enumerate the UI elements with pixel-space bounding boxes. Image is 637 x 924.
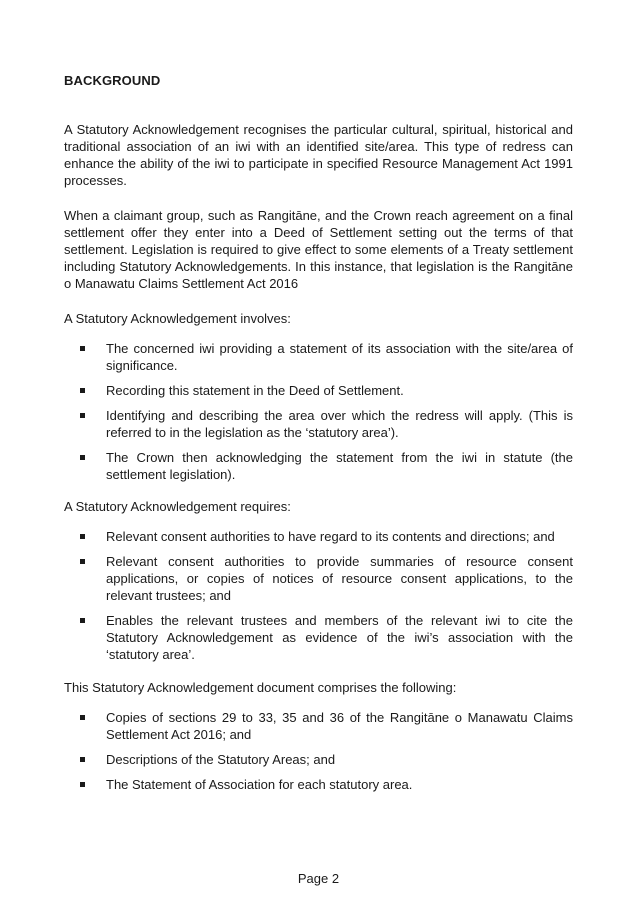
list-item-text: Relevant consent authorities to provide summaries of resource consent applications, or copies of notices of resource consent applications, to the relevant trustees; and <box>106 554 573 603</box>
list-item-text: The concerned iwi providing a statement of its association with the site/area of significance. <box>106 341 573 373</box>
list-item-text: The Crown then acknowledging the statement from the iwi in statute (the settlement legislation). <box>106 450 573 482</box>
list-item-text: Copies of sections 29 to 33, 35 and 36 of the Rangitāne o Manawatu Claims Settlement Act 2016; and <box>106 710 573 742</box>
list-item <box>64 751 573 768</box>
requires-list <box>64 528 573 663</box>
comprises-list <box>64 709 573 793</box>
intro-paragraph: A Statutory Acknowledgement recognises the particular cultural, spiritual, historical and traditional association of an iwi with an identified site/area. This type of redress can enhance the ability of the iwi to participate in specified Resource Management Act 1991 processes. <box>64 122 573 188</box>
list-item <box>64 528 573 545</box>
comprises-intro: This Statutory Acknowledgement document comprises the following: <box>64 680 457 695</box>
bullet-icon <box>80 413 85 418</box>
list-item-text: Recording this statement in the Deed of Settlement. <box>106 383 404 398</box>
involves-list <box>64 340 573 483</box>
list-item <box>64 612 573 663</box>
list-item <box>64 709 573 743</box>
bullet-icon <box>80 618 85 623</box>
list-item-text: Descriptions of the Statutory Areas; and <box>106 752 336 767</box>
bullet-icon <box>80 346 85 351</box>
list-item-text: Relevant consent authorities to have regard to its contents and directions; and <box>106 529 555 544</box>
list-item <box>64 382 573 399</box>
list-item <box>64 340 573 374</box>
bullet-icon <box>80 534 85 539</box>
bullet-icon <box>80 455 85 460</box>
bullet-icon <box>80 782 85 787</box>
list-item <box>64 553 573 604</box>
requires-intro: A Statutory Acknowledgement requires: <box>64 499 291 514</box>
bullet-icon <box>80 559 85 564</box>
bullet-icon <box>80 388 85 393</box>
list-item <box>64 776 573 793</box>
page-number: Page 2 <box>297 871 340 886</box>
involves-intro: A Statutory Acknowledgement involves: <box>64 311 291 326</box>
list-item-text: Identifying and describing the area over which the redress will apply. (This is referred to in the legislation as the ‘statutory area’). <box>106 408 573 440</box>
list-item-text: The Statement of Association for each statutory area. <box>106 777 413 792</box>
settlement-paragraph: When a claimant group, such as Rangitāne, and the Crown reach agreement on a final settlement offer they enter into a Deed of Settlement setting out the terms of that settlement. Legislation is required to give effect to some elements of a Treaty settlement including Statutory Acknowledgements. In this instance, that legislation is the Rangitāne o Manawatu Claims Settlement Act 2016 <box>64 208 573 291</box>
section-heading: BACKGROUND <box>64 73 161 88</box>
bullet-icon <box>80 715 85 720</box>
list-item-text: Enables the relevant trustees and members of the relevant iwi to cite the Statutory Acknowledgement as evidence of the iwi’s association with the ‘statutory area’. <box>106 613 573 662</box>
list-item <box>64 407 573 441</box>
bullet-icon <box>80 757 85 762</box>
list-item <box>64 449 573 483</box>
